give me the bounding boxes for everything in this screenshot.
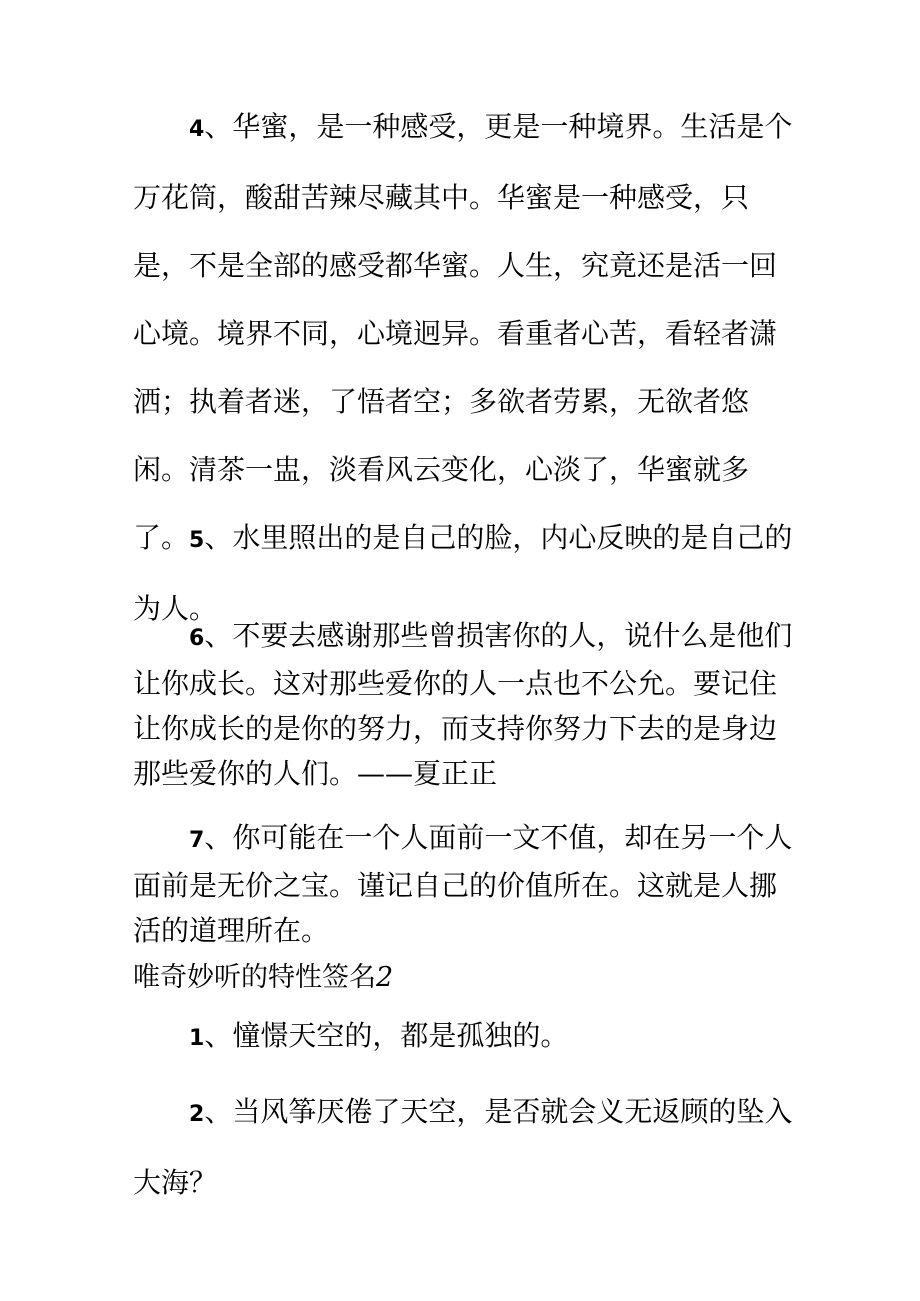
paragraph-item-6 xyxy=(133,613,793,796)
section-heading-text: 唯奇妙听的特性签名 xyxy=(133,962,376,993)
item-number: 1 xyxy=(189,1026,205,1051)
item-text: 、当风筝厌倦了天空，是否就会义无返顾的坠入大海？ xyxy=(133,1095,793,1199)
item-number: 6 xyxy=(189,626,205,651)
item-number: 5 xyxy=(189,528,205,553)
section-heading xyxy=(133,958,393,998)
item-text: 、水里照出的是自己的脸，内心反映的是自己的为人。 xyxy=(133,521,793,625)
section-heading-number: 2 xyxy=(376,962,394,993)
paragraph-section-item-1 xyxy=(133,1002,793,1073)
paragraph-item-7 xyxy=(133,815,793,953)
item-text: 、不要去感谢那些曾损害你的人，说什么是他们让你成长。这对那些爱你的人一点也不公允。要记住让你成长的是你的努力，而支持你努力下去的是身边那些爱你的人们。——夏正正 xyxy=(133,619,793,790)
paragraph-item-4 xyxy=(133,93,793,572)
item-number: 7 xyxy=(189,828,205,853)
item-text: 、华蜜，是一种感受，更是一种境界。生活是个万花筒，酸甜苦辣尽藏其中。华蜜是一种感受，只是，不是全部的感受都华蜜。人生，究竟还是活一回心境。境界不同，心境迥异。看重者心苦，看轻者潇洒；执着者迷，了悟者空；多欲者劳累，无欲者悠闲。清茶一盅，淡看风云变化，心淡了，华蜜就多了。 xyxy=(133,110,793,554)
item-number: 2 xyxy=(189,1102,205,1127)
item-text: 、你可能在一个人面前一文不值，却在另一个人面前是无价之宝。谨记自己的价值所在。这就是人挪活的道理所在。 xyxy=(133,821,793,947)
paragraph-section-item-2 xyxy=(133,1078,793,1217)
item-text: 、憧憬天空的，都是孤独的。 xyxy=(204,1019,569,1052)
item-number: 4 xyxy=(189,117,205,142)
